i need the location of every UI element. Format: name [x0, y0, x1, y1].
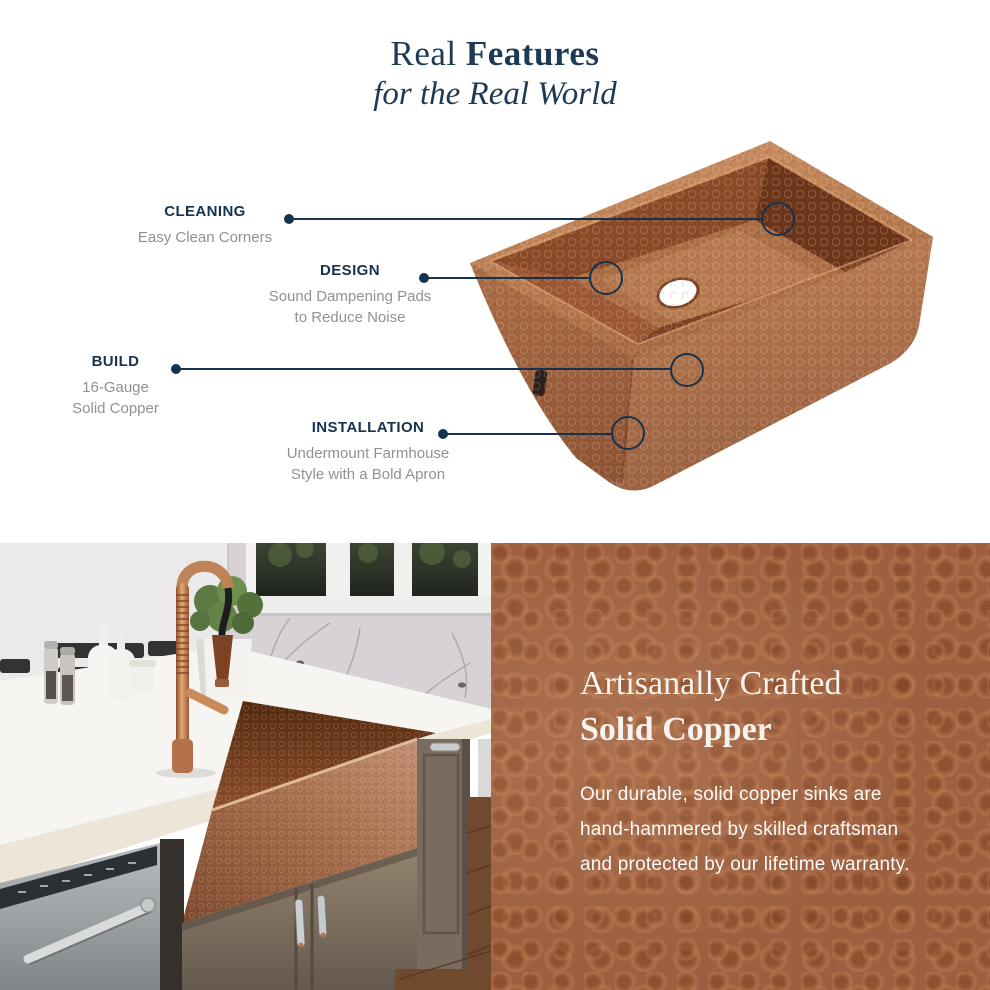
feature-ring-build — [670, 353, 704, 387]
panel-heading — [580, 661, 950, 753]
title-regular: Real — [390, 34, 466, 73]
feature-ring-design — [589, 261, 623, 295]
callout-build — [28, 353, 203, 419]
callout-design — [255, 262, 445, 328]
copper-texture-panel — [491, 543, 990, 990]
end-cabinet-handle — [430, 743, 460, 751]
feature-ring-installation — [611, 416, 645, 450]
canister — [129, 660, 156, 693]
product-image-copper-sink — [460, 130, 970, 510]
leader-line-cleaning — [289, 218, 761, 220]
panel-heading-line2: Solid Copper — [580, 711, 772, 748]
callout-design-label: DESIGN — [320, 262, 380, 279]
kitchen-scene — [0, 543, 491, 990]
cabinet-gap — [160, 839, 184, 990]
panel-body: Our durable, solid copper sinks are hand-hammered by skilled craftsman and protected by our lifetime warranty. — [580, 784, 910, 875]
leader-dot-icon — [438, 429, 448, 439]
callout-installation-desc: Undermount Farmhouse Style with a Bold Apron — [286, 445, 450, 483]
callout-build-desc: 16-Gauge Solid Copper — [72, 379, 159, 417]
leader-line-design — [424, 277, 589, 279]
callout-installation — [268, 419, 468, 485]
leader-dot-icon — [171, 364, 181, 374]
page-subtitle: for the Real World — [373, 76, 617, 112]
page-title — [0, 0, 990, 74]
window — [246, 543, 491, 616]
kitchen-photo — [0, 543, 491, 990]
callout-cleaning-desc: Easy Clean Corners — [137, 229, 273, 246]
leader-dot-icon — [419, 273, 429, 283]
leader-line-build — [176, 368, 670, 370]
leader-dot-icon — [284, 214, 294, 224]
callout-installation-label: INSTALLATION — [311, 419, 425, 436]
panel-heading-line1: Artisanally Crafted — [580, 665, 842, 702]
feature-ring-cleaning — [761, 202, 795, 236]
bottom-section — [0, 543, 990, 990]
copper-sink-illustration — [460, 130, 970, 510]
callout-cleaning-label: CLEANING — [164, 203, 246, 220]
callout-build-label: BUILD — [91, 353, 140, 370]
title-bold: Features — [465, 34, 600, 73]
leader-line-installation — [443, 433, 611, 435]
callout-design-desc: Sound Dampening Pads to Reduce Noise — [268, 288, 432, 326]
callout-cleaning — [100, 203, 310, 248]
